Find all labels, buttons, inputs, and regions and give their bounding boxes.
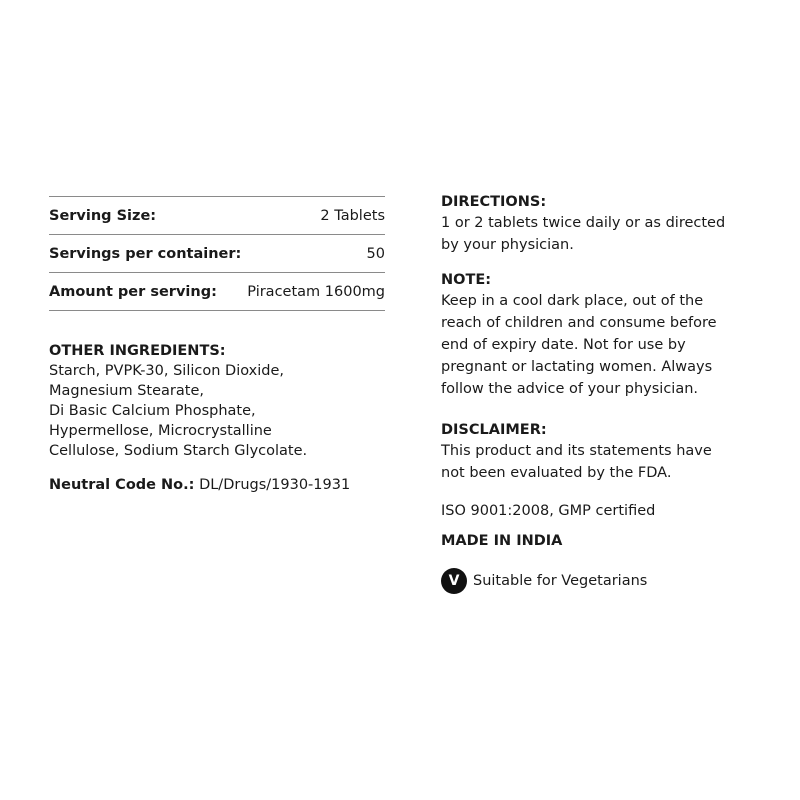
right-column xyxy=(441,192,771,594)
disclaimer-heading: DISCLAIMER: xyxy=(441,422,547,438)
facts-row-amount-per-serving xyxy=(49,273,385,311)
vegetarian-badge-row xyxy=(441,568,771,594)
note-section xyxy=(441,270,771,400)
made-in-label: MADE IN INDIA xyxy=(441,533,563,549)
supplement-facts-table xyxy=(49,196,385,311)
facts-value: 50 xyxy=(366,245,385,262)
neutral-code-value: DL/Drugs/1930-1931 xyxy=(199,477,351,493)
other-ingredients-text: Starch, PVPK-30, Silicon Dioxide, Magnesium Stearate, Di Basic Calcium Phosphate, Hypermellose, Microcrystalline Cellulose, Sodium Starch Glycolate. xyxy=(49,363,308,459)
facts-value: Piracetam 1600mg xyxy=(247,283,385,300)
vegetarian-icon: V xyxy=(441,568,467,594)
neutral-code-label: Neutral Code No.: xyxy=(49,477,195,493)
facts-label: Amount per serving: xyxy=(49,283,217,300)
facts-label: Servings per container: xyxy=(49,245,242,262)
vegetarian-label: Suitable for Vegetarians xyxy=(473,573,648,589)
directions-heading: DIRECTIONS: xyxy=(441,194,547,210)
facts-value: 2 Tablets xyxy=(320,207,385,224)
note-text: Keep in a cool dark place, out of the reach of children and consume before end of expiry date. Not for use by pregnant or lactating women. Always follow the advice of your physician. xyxy=(441,293,717,397)
directions-section xyxy=(441,192,771,256)
note-heading: NOTE: xyxy=(441,272,492,288)
left-column xyxy=(49,196,385,495)
directions-text: 1 or 2 tablets twice daily or as directed by your physician. xyxy=(441,215,726,253)
disclaimer-text: This product and its statements have not been evaluated by the FDA. xyxy=(441,443,712,481)
certification: ISO 9001:2008, GMP certified xyxy=(441,503,656,519)
facts-label: Serving Size: xyxy=(49,207,157,224)
other-ingredients-heading: OTHER INGREDIENTS: xyxy=(49,343,226,359)
disclaimer-section xyxy=(441,420,771,484)
facts-row-servings-per-container xyxy=(49,235,385,273)
other-ingredients-section xyxy=(49,341,385,461)
neutral-code xyxy=(49,475,385,495)
facts-row-serving-size xyxy=(49,197,385,235)
